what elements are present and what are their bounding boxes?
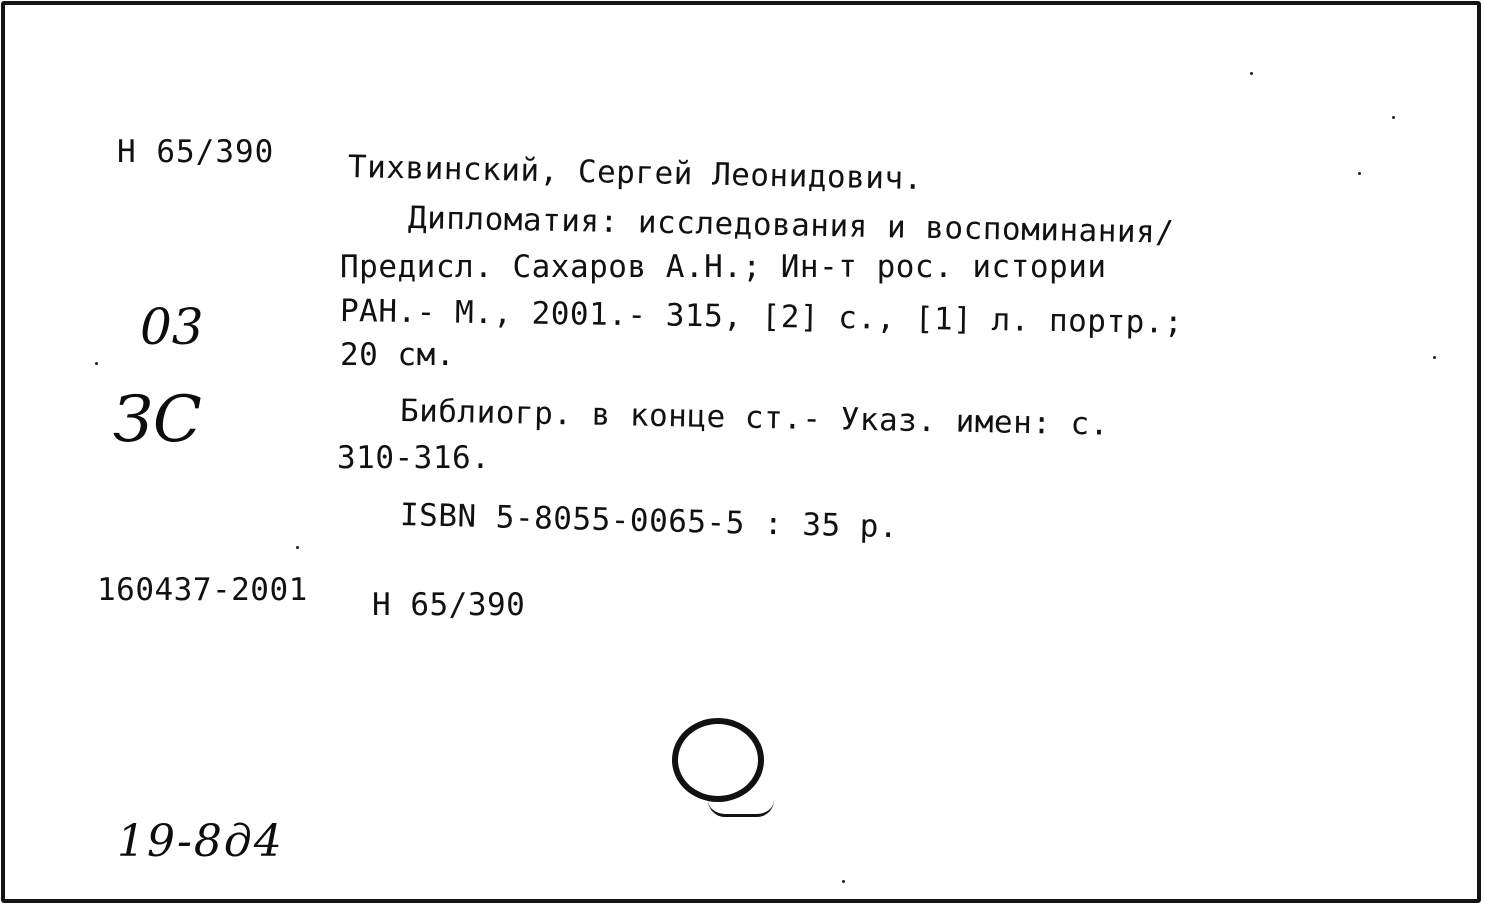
handwritten-mark-zs: ЗС — [113, 383, 202, 457]
isbn-price: ISBN 5-8055-0065-5 : 35 р. — [399, 497, 899, 546]
author-heading: Тихвинский, Сергей Леонидович. — [347, 149, 924, 198]
scan-speck — [842, 880, 845, 883]
note-line-2: 310-316. — [337, 440, 491, 476]
scan-speck — [296, 546, 299, 549]
call-number-bottom: Н 65/390 — [372, 587, 526, 623]
handwritten-inventory-number: 19-8д4 — [117, 816, 284, 867]
title-line-4: 20 см. — [340, 337, 455, 373]
title-line-1: Дипломатия: исследования и воспоминания/ — [407, 200, 1175, 251]
title-line-2: Предисл. Сахаров А.Н.; Ин-т рос. истории — [340, 249, 1107, 285]
scan-speck — [1433, 356, 1436, 359]
title-line-3: РАН.- М., 2001.- 315, [2] с., [1] л. портр.; — [339, 293, 1184, 341]
scan-speck — [1358, 172, 1361, 175]
punch-hole-smudge — [708, 800, 774, 817]
accession-number: 160437-2001 — [97, 572, 308, 608]
scan-speck — [1250, 72, 1253, 75]
scan-speck — [1392, 116, 1395, 119]
scan-speck — [95, 362, 98, 365]
punch-hole-ring — [672, 718, 764, 802]
note-line-1: Библиогр. в конце ст.- Указ. имен: с. — [399, 393, 1110, 443]
call-number: Н 65/390 — [117, 134, 275, 170]
handwritten-mark-03: 03 — [140, 298, 204, 356]
